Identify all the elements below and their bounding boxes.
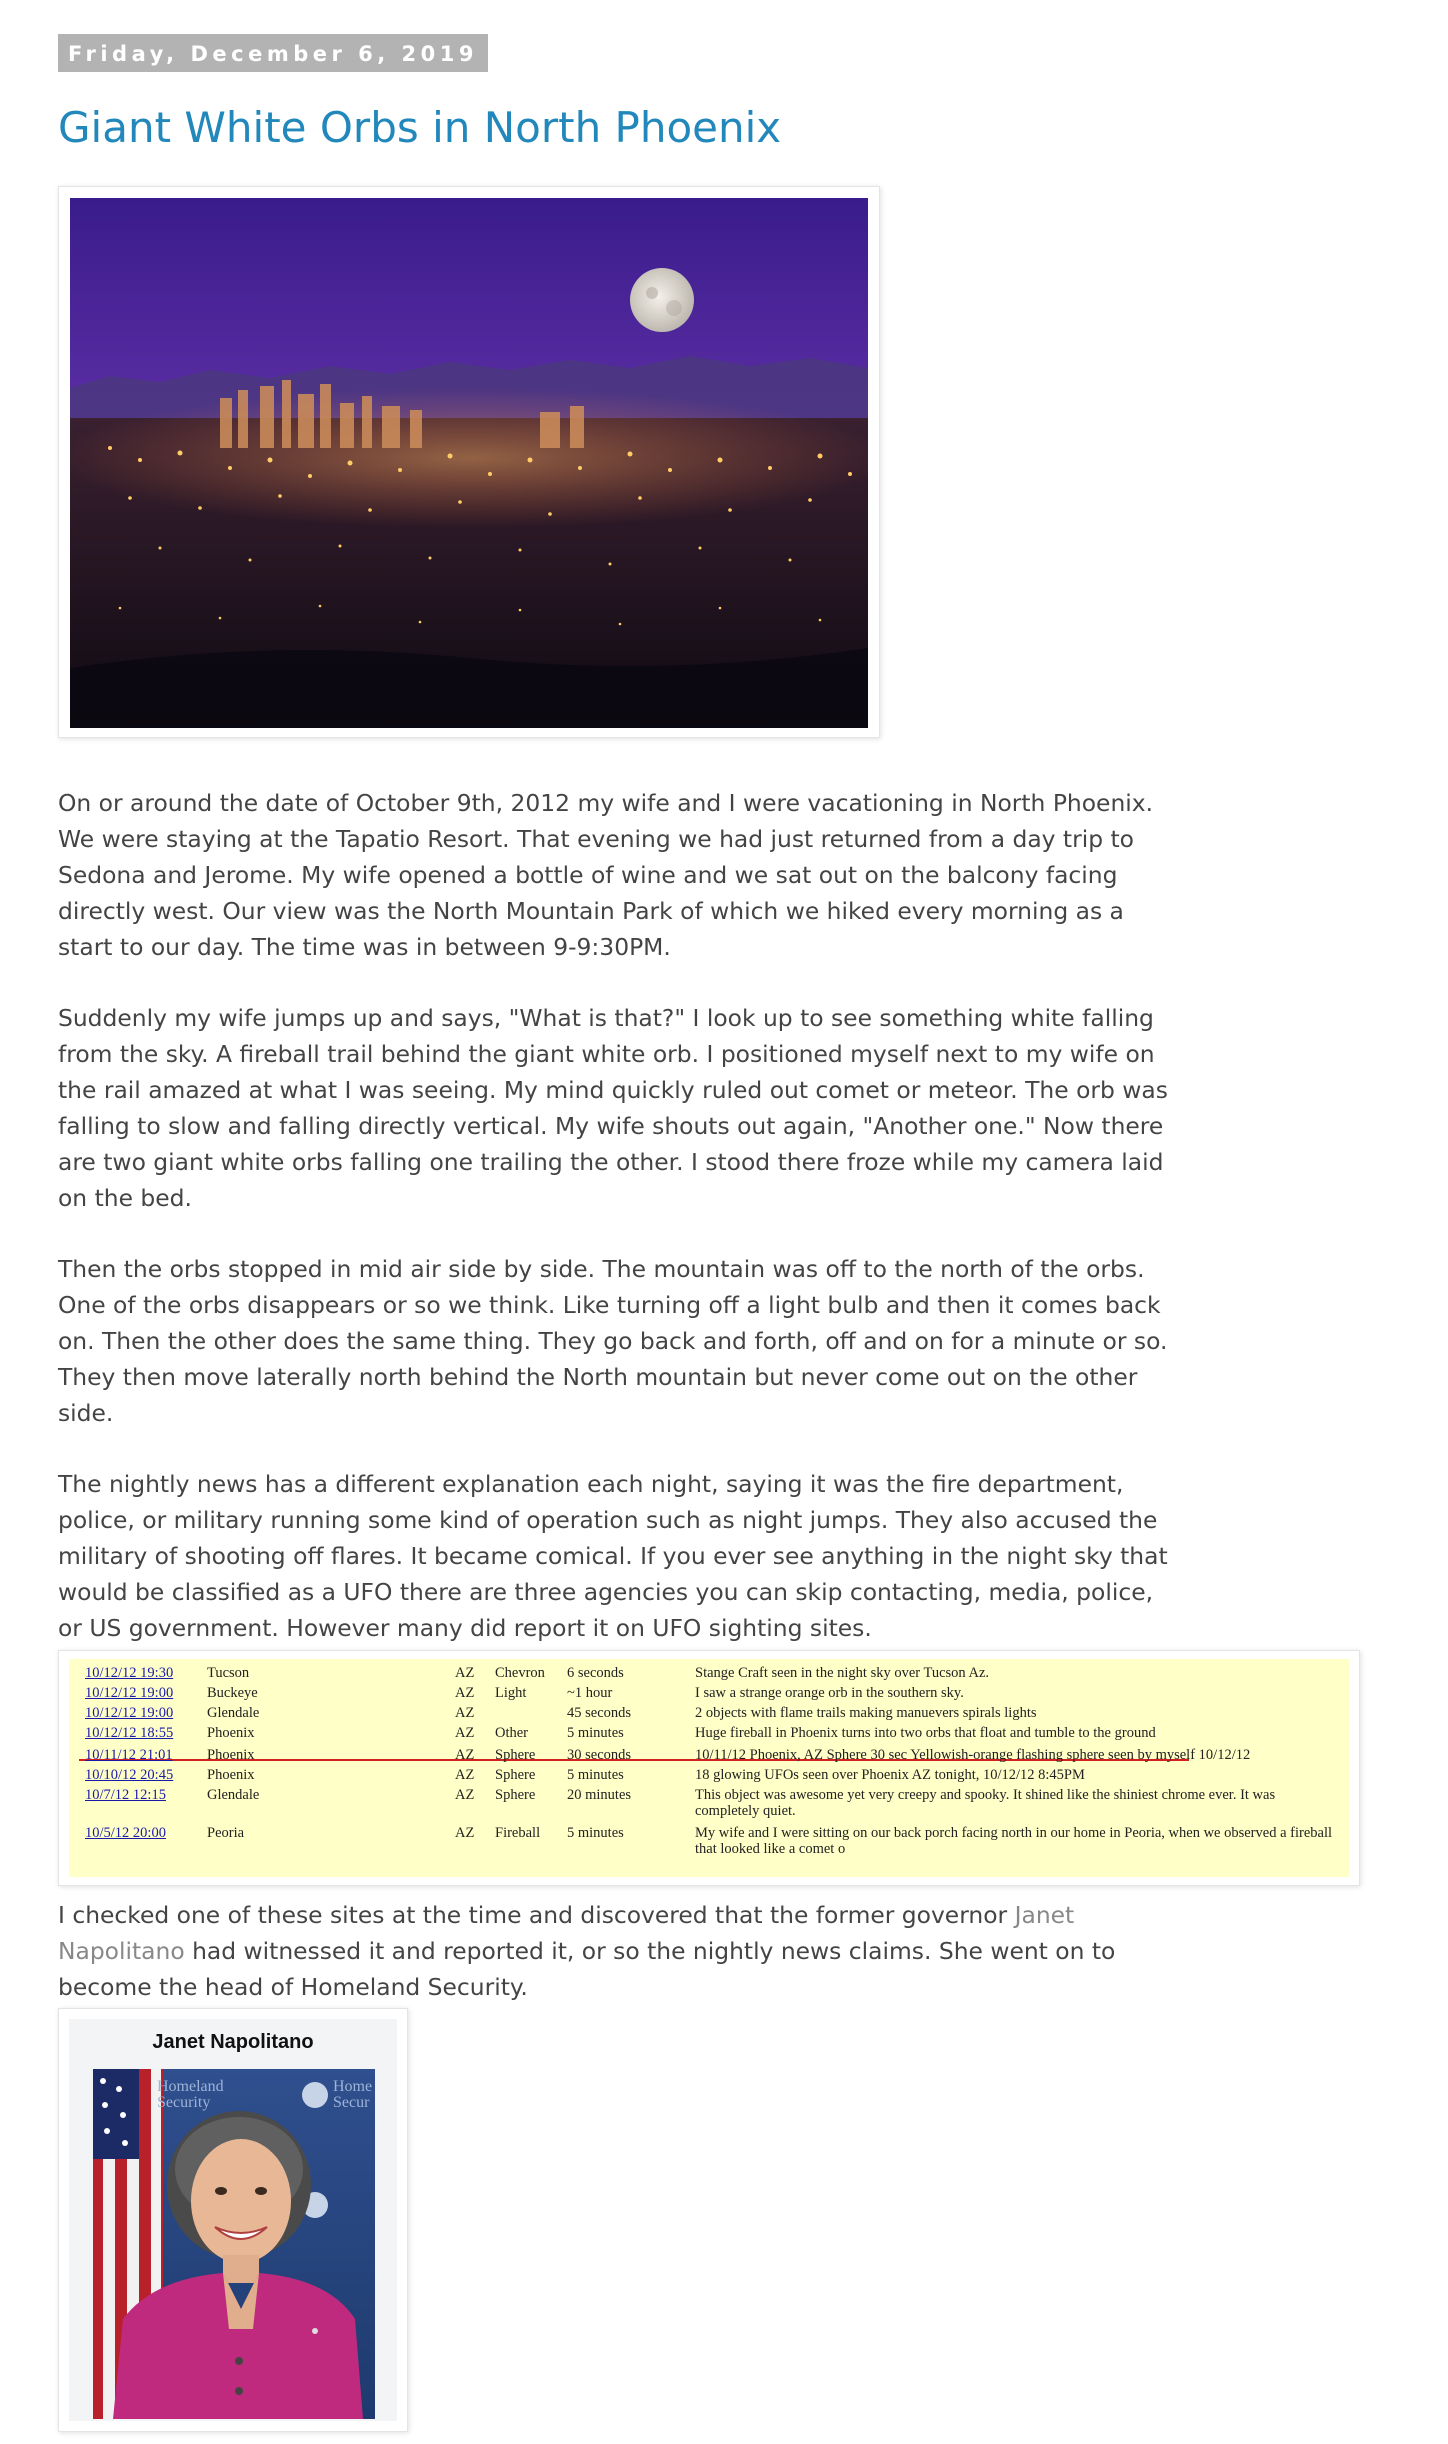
sighting-summary: Stange Craft seen in the night sky over Tucson Az. — [695, 1665, 990, 1681]
sighting-summary: This object was awesome yet very creepy and spooky. It shined like the shiniest chrome ever. It was completely quiet. — [695, 1787, 1276, 1819]
sighting-city: Phoenix — [207, 1747, 255, 1763]
sighting-city: Tucson — [207, 1665, 250, 1681]
sighting-row — [69, 1723, 1349, 1743]
portrait-image — [69, 2019, 397, 2421]
sighting-shape: Fireball — [495, 1825, 541, 1841]
sighting-date-link[interactable]: 10/12/12 19:30 — [85, 1665, 174, 1681]
sighting-summary: My wife and I were sitting on our back porch facing north in our home in Peoria, when we observed a fireball that looked like a comet o — [695, 1825, 1333, 1857]
sighting-duration: 45 seconds — [567, 1705, 632, 1721]
sightings-table — [69, 1659, 1349, 1877]
sighting-date-link[interactable]: 10/12/12 18:55 — [85, 1725, 174, 1741]
sighting-city: Glendale — [207, 1705, 260, 1721]
story-paragraph-3: Then the orbs stopped in mid air side by side. The mountain was off to the north of the orbs. One of the orbs disappears or so we think. Like turning off a light bulb and then it comes back on. Then the other does the same thing. They go back and forth, off and on for a minute or so. They then move laterally north behind the North mountain but never come out on the other side. — [58, 1255, 1168, 1427]
sighting-row — [69, 1683, 1349, 1703]
sighting-shape: Sphere — [495, 1787, 536, 1803]
portrait-photo — [93, 2069, 375, 2419]
sighting-shape: Other — [495, 1725, 529, 1741]
sighting-summary: 18 glowing UFOs seen over Phoenix AZ tonight, 10/12/12 8:45PM — [695, 1767, 1085, 1783]
sighting-row — [69, 1785, 1349, 1819]
sighting-duration: 5 minutes — [567, 1825, 624, 1841]
story-paragraph-2: Suddenly my wife jumps up and says, "What is that?" I look up to see something white falling from the sky. A fireball trail behind the giant white orb. I positioned myself next to my wife on the rail amazed at what I was seeing. My mind quickly ruled out comet or meteor. The orb was falling to slow and falling directly vertical. My wife shouts out again, "Another one." Now there are two giant white orbs falling one trailing the other. I stood there froze while my camera laid on the bed. — [58, 1004, 1168, 1212]
hero-image-frame[interactable] — [58, 186, 880, 738]
sighting-shape: Light — [495, 1685, 527, 1701]
backdrop-text-1: Homeland — [157, 2078, 224, 2095]
sighting-summary: 10/11/12 Phoenix, AZ Sphere 30 sec Yellowish-orange flashing sphere seen by myself 10/12/12 — [695, 1747, 1251, 1763]
final-paragraph-after: had witnessed it and reported it, or so the nightly news claims. She went on to become the head of Homeland Security. — [58, 1937, 1116, 2001]
story-paragraph-4: The nightly news has a different explanation each night, saying it was the fire department, police, or military running some kind of operation such as night jumps. They also accused the military of shooting off flares. It became comical. If you ever see anything in the night sky that would be classified as a UFO there are three agencies you can skip contacting, media, police, or US government. However many did report it on UFO sighting sites. — [58, 1470, 1168, 1642]
sighting-state: AZ — [455, 1825, 475, 1841]
sighting-shape: Chevron — [495, 1665, 545, 1681]
sighting-row — [69, 1703, 1349, 1723]
sighting-city: Phoenix — [207, 1767, 255, 1783]
sighting-duration: 20 minutes — [567, 1787, 632, 1803]
sighting-date-link[interactable]: 10/12/12 19:00 — [85, 1705, 174, 1721]
sighting-city: Glendale — [207, 1787, 260, 1803]
sighting-shape: Sphere — [495, 1747, 536, 1763]
dhs-seal-icon — [302, 2082, 328, 2108]
final-paragraph-before: I checked one of these sites at the time and discovered that the former governor — [58, 1901, 1015, 1929]
post-title[interactable]: Giant White Orbs in North Phoenix — [58, 103, 782, 152]
sighting-summary: 2 objects with flame trails making manuevers spirals lights — [695, 1705, 1037, 1721]
sighting-summary: I saw a strange orange orb in the southern sky. — [695, 1685, 964, 1701]
sighting-date-link[interactable]: 10/7/12 12:15 — [85, 1787, 166, 1803]
sighting-row — [69, 1765, 1349, 1785]
sighting-duration: ~1 hour — [567, 1685, 613, 1701]
sighting-city: Peoria — [207, 1825, 245, 1841]
sighting-city: Phoenix — [207, 1725, 255, 1741]
moon-icon — [630, 268, 694, 332]
sighting-state: AZ — [455, 1725, 475, 1741]
portrait-caption: Janet Napolitano — [152, 2031, 314, 2053]
sighting-row — [69, 1823, 1349, 1857]
sighting-state: AZ — [455, 1705, 475, 1721]
portrait-image-frame[interactable] — [58, 2008, 408, 2432]
sighting-duration: 5 minutes — [567, 1725, 624, 1741]
sighting-date-link[interactable]: 10/10/12 20:45 — [85, 1767, 174, 1783]
sighting-duration: 5 minutes — [567, 1767, 624, 1783]
sighting-state: AZ — [455, 1767, 475, 1783]
sighting-summary: Huge fireball in Phoenix turns into two orbs that float and tumble to the ground — [695, 1725, 1156, 1741]
story-paragraph-1: On or around the date of October 9th, 2012 my wife and I were vacationing in North Phoenix. We were staying at the Tapatio Resort. That evening we had just returned from a day trip to Sedona and Jerome. My wife opened a bottle of wine and we sat out on the balcony facing directly west. Our view was the North Mountain Park of which we hiked every morning as a start to our day. The time was in between 9-9:30PM. — [58, 789, 1154, 961]
sightings-table-image[interactable] — [58, 1650, 1360, 1886]
backdrop-text-4: Secur — [333, 2094, 370, 2111]
sighting-date-link[interactable]: 10/5/12 20:00 — [85, 1825, 166, 1841]
sighting-state: AZ — [455, 1685, 475, 1701]
story-paragraph-5 — [58, 1897, 1168, 2005]
sighting-state: AZ — [455, 1665, 475, 1681]
sighting-state: AZ — [455, 1787, 475, 1803]
sighting-shape: Sphere — [495, 1767, 536, 1783]
sighting-row — [69, 1745, 1349, 1765]
backdrop-text-2: Security — [157, 2094, 211, 2111]
sighting-duration: 30 seconds — [567, 1747, 632, 1763]
backdrop-text-3: Home — [333, 2078, 373, 2095]
janet-napolitano-link[interactable]: Janet Napolitano — [58, 1901, 1075, 1965]
post-date-header: Friday, December 6, 2019 — [58, 34, 488, 72]
sighting-city: Buckeye — [207, 1685, 258, 1701]
sighting-state: AZ — [455, 1747, 475, 1763]
sighting-row — [69, 1663, 1349, 1683]
sighting-duration: 6 seconds — [567, 1665, 624, 1681]
sighting-date-link[interactable]: 10/12/12 19:00 — [85, 1685, 174, 1701]
phoenix-night-skyline-image — [70, 198, 868, 728]
sighting-date-link[interactable]: 10/11/12 21:01 — [85, 1747, 173, 1763]
